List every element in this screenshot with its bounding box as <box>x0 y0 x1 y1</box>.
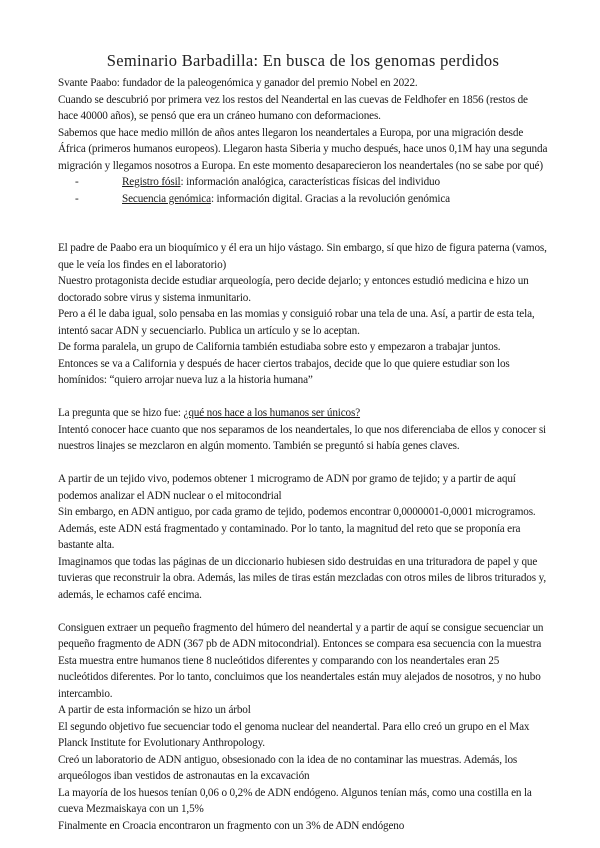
paragraph: Pero a él le daba igual, solo pensaba en las momias y consiguió robar una tela de una. Así, a partir de esta tela, intentó sacar ADN y secuenciarlo. Publica un artículo y se lo aceptan. <box>58 308 535 337</box>
list-item-text: : información digital. Gracias a la revolución genómica <box>210 192 450 205</box>
paragraph: Intentó conocer hace cuanto que nos separamos de los neandertales, lo que nos diferenciaba de ellos y conocer si nuestros linajes se mezclaron en algún momento. También se preguntó si había genes claves. <box>58 423 546 452</box>
list-item-term: Registro fósil <box>122 176 181 188</box>
list-item <box>75 191 548 208</box>
paragraph: Consiguen extraer un pequeño fragmento del húmero del neandertal y a partir de aquí se consigue secuenciar un pequeño fragmento de ADN (367 pb de ADN mitocondrial). Entonces se compara esa secuencia con la muestra <box>58 621 544 650</box>
paragraph: De forma paralela, un grupo de California también estudiaba sobre esto y empezaron a trabajar juntos. <box>58 341 501 353</box>
spacer <box>58 603 548 620</box>
paragraph: Imaginamos que todas las páginas de un diccionario hubiesen sido destruidas en una trituradora de papel y que tuvieras que reconstruir la obra. Además, las miles de tiras están mezcladas con otros miles de libros triturados y, además, le echamos café encima. <box>58 555 546 601</box>
dash-bullet: - <box>75 192 79 205</box>
list-item-text: : información analógica, características físicas del individuo <box>180 176 440 188</box>
paragraph: A partir de esta información se hizo un árbol <box>58 704 251 716</box>
dash-bullet: - <box>75 176 79 188</box>
document-title: Seminario Barbadilla: En busca de los genomas perdidos <box>106 51 500 70</box>
paragraph: Nuestro protagonista decide estudiar arqueología, pero decide dejarlo; y entonces estudió medicina e hizo un doctorado sobre virus y sistema inmunitario. <box>58 275 529 304</box>
spacer <box>58 224 548 241</box>
list-item <box>75 174 548 191</box>
paragraph: Svante Paabo: fundador de la paleogenómica y ganador del premio Nobel en 2022. <box>58 77 418 89</box>
paragraph: A partir de un tejido vivo, podemos obtener 1 microgramo de ADN por gramo de tejido; y a partir de aquí podemos analizar el ADN nuclear o el mitocondrial <box>58 473 516 502</box>
list-item-term: Secuencia genómica <box>122 192 211 205</box>
spacer <box>58 455 548 472</box>
document-page <box>58 50 548 834</box>
paragraph: Cuando se descubrió por primera vez los restos del Neandertal en las cuevas de Feldhofer en 1856 (restos de hace 40000 años), se pensó que era un cráneo humano con deformaciones. <box>58 93 528 122</box>
paragraph: El padre de Paabo era un bioquímico y él era un hijo vástago. Sin embargo, sí que hizo de figura paterna (vamos, que le veía los findes en el laboratorio) <box>58 242 547 271</box>
paragraph: Sabemos que hace medio millón de años antes llegaron los neandertales a Europa, por una migración desde África (primeros humanos europeos). Llegaron hasta Siberia y mucho después, hace unos 0,1M hay una segunda migración y llegamos nosotros a Europa. En este momento desaparecieron los neandertales (no se sabe por qué) <box>58 126 548 172</box>
paragraph: Sin embargo, en ADN antiguo, por cada gramo de tejido, podemos encontrar 0,0000001-0,0001 microgramos. Además, este ADN está fragmentado y contaminado. Por lo tanto, la magnitud del reto que se proponía era bastante alta. <box>58 506 536 551</box>
question-paragraph <box>58 405 548 422</box>
paragraph: Esta muestra entre humanos tiene 8 nucleótidos diferentes y comparando con los neandertales eran 25 nucleótidos diferentes. Por lo tanto, concluimos que los neandertales están muy alejados de nosotros, y no hubo intercambio. <box>58 654 541 700</box>
paragraph: El segundo objetivo fue secuenciar todo el genoma nuclear del neandertal. Para ello creó un grupo en el Max Planck Institute for Evolutionary Anthropology. <box>58 720 530 749</box>
spacer <box>58 207 548 224</box>
paragraph: Creó un laboratorio de ADN antiguo, obsesionado con la idea de no contaminar las muestras. Además, los arqueólogos iban vestidos de astronautas en la excavación <box>58 753 518 782</box>
paragraph: La mayoría de los huesos tenían 0,06 o 0,2% de ADN endógeno. Algunos tenían más, como una costilla en la cueva Mezmaiskaya con un 1,5% <box>58 786 532 815</box>
dash-list <box>58 174 548 207</box>
question-prefix: La pregunta que se hizo fue: <box>58 407 184 419</box>
spacer <box>58 389 548 406</box>
paragraph: Finalmente en Croacia encontraron un fragmento con un 3% de ADN endógeno <box>58 819 405 832</box>
paragraph: Entonces se va a California y después de hacer ciertos trabajos, decide que lo que quiere estudiar son los homínidos: “quiero arrojar nueva luz a la historia humana” <box>58 357 510 386</box>
question-text: ¿qué nos hace a los humanos ser únicos? <box>183 407 361 419</box>
